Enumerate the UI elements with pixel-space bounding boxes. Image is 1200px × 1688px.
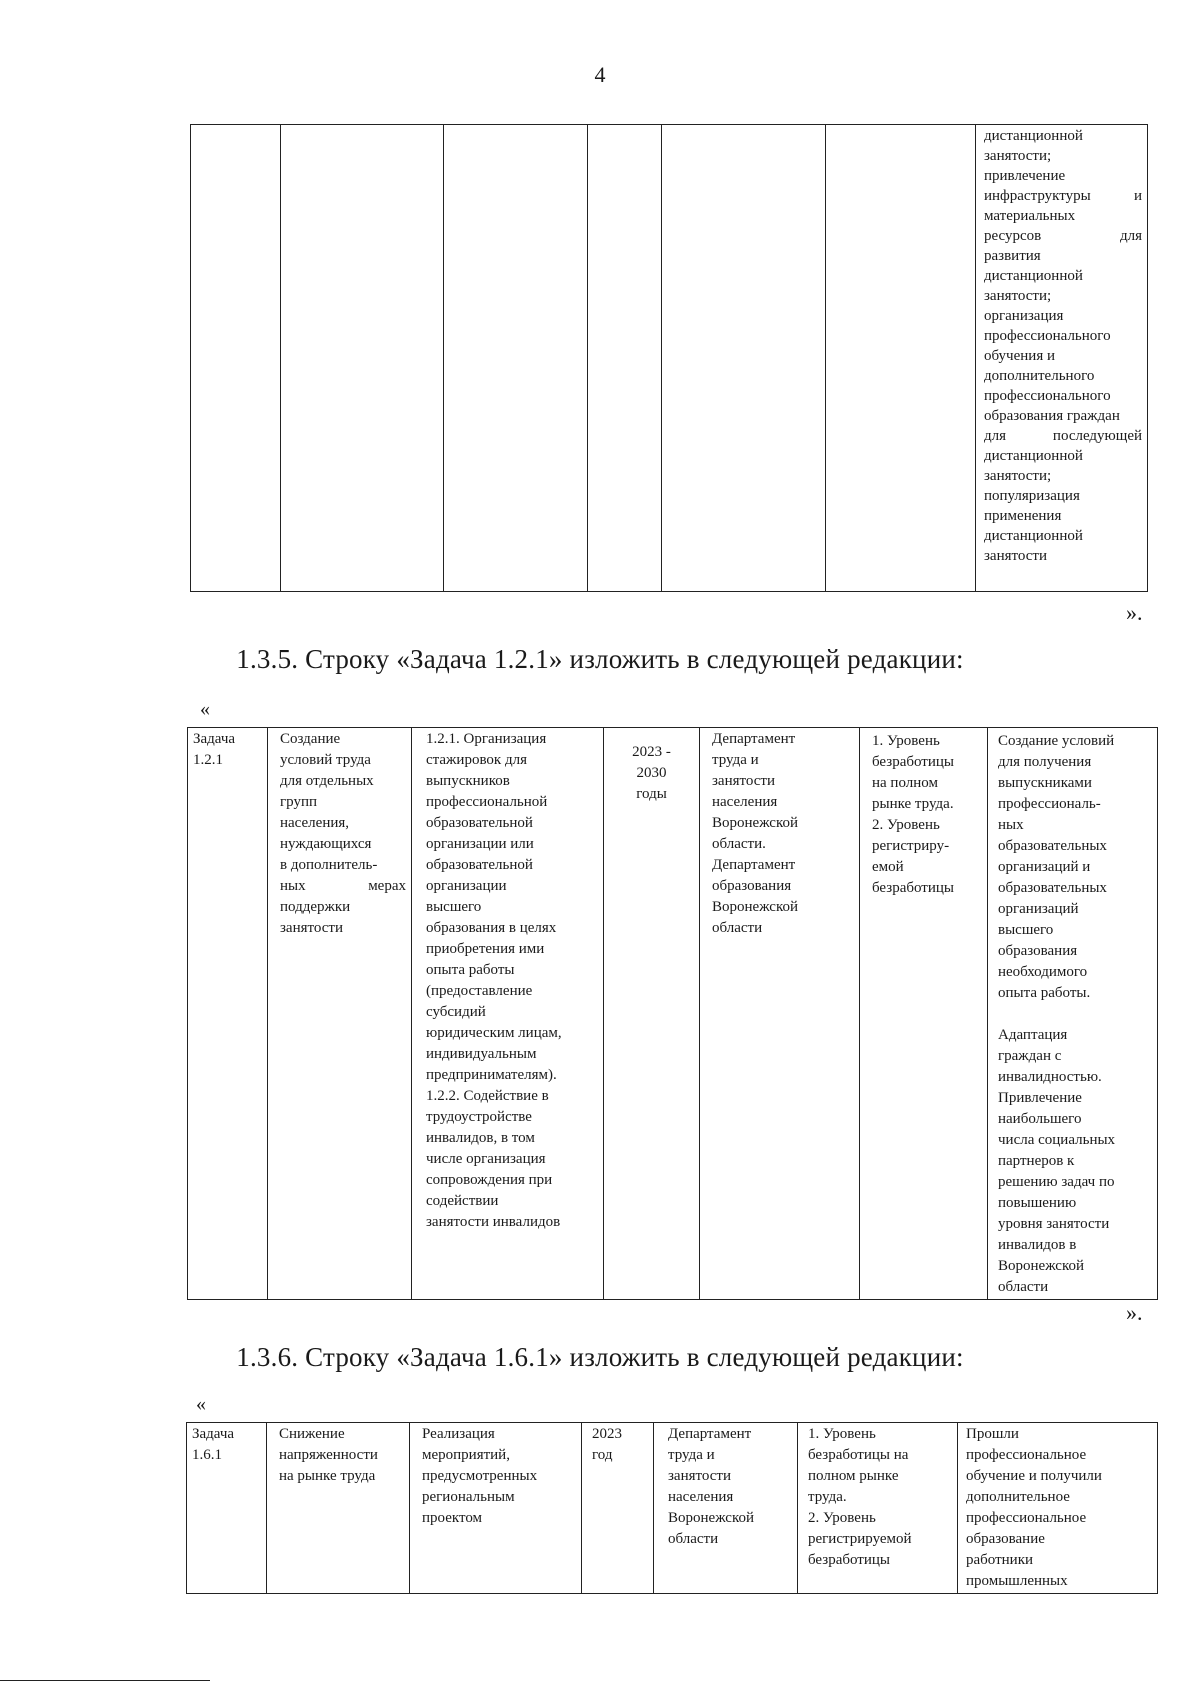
cell-text-line: трудоустройстве xyxy=(426,1109,532,1125)
cell-text-line: Воронежской xyxy=(712,899,798,915)
cell-text-line: организаций xyxy=(998,901,1079,917)
cell-text-line: труда и xyxy=(712,752,759,768)
cell-text-line: 2030 xyxy=(636,765,667,781)
cell-text-line: Воронежской xyxy=(712,815,798,831)
cell-text-line: применения xyxy=(984,508,1062,524)
cell-text-line xyxy=(984,186,1142,206)
cell-goal xyxy=(268,728,412,1300)
cell-text-line: высшего xyxy=(426,899,482,915)
cell-text-line: мероприятий, xyxy=(422,1447,510,1463)
cell-results xyxy=(976,125,1148,592)
cell-text-line: организаций и xyxy=(998,859,1091,875)
cell-text-line: годы xyxy=(636,786,667,802)
cell-indicators xyxy=(798,1423,958,1594)
footer-rule xyxy=(0,1680,210,1681)
cell-text-line: популяризация xyxy=(984,488,1080,504)
cell-text-line: числе организация xyxy=(426,1151,546,1167)
cell-text-line: граждан с xyxy=(998,1048,1062,1064)
cell-text-line: образования граждан xyxy=(984,408,1120,424)
cell-text-line: населения xyxy=(668,1489,734,1505)
cell-text-line: условий труда xyxy=(280,752,371,768)
cell-indicators xyxy=(860,728,988,1300)
cell-text-line: занятости; xyxy=(984,148,1052,164)
cell-period xyxy=(582,1423,654,1594)
cell-text-line: юридическим лицам, xyxy=(426,1025,562,1041)
cell-task xyxy=(187,1423,267,1594)
cell-measures xyxy=(410,1423,582,1594)
cell-text-line: напряженности xyxy=(279,1447,378,1463)
cell-text-line: труда и xyxy=(668,1447,715,1463)
cell-text-line: Задача xyxy=(193,731,236,747)
cell-text-line: (предоставление xyxy=(426,983,533,999)
cell-text-line: на полном xyxy=(872,775,938,791)
cell-text-line xyxy=(984,226,1142,246)
cell-text-line: инвалидностью. xyxy=(998,1069,1102,1085)
cell-text-line: образования xyxy=(998,943,1078,959)
cell-text-line: занятости; xyxy=(984,468,1052,484)
cell-text-line: инвалидов в xyxy=(998,1237,1077,1253)
cell-period xyxy=(588,125,662,592)
cell-text-line: области xyxy=(668,1531,719,1547)
results-paragraph-a xyxy=(998,731,1152,1004)
cell-text-line: решению задач по xyxy=(998,1174,1115,1190)
cell-text-line: дополнительного xyxy=(984,368,1095,384)
cell-text-line: профессионального xyxy=(984,328,1111,344)
cell-text-line: труда. xyxy=(808,1489,847,1505)
cell-text-word: мерах xyxy=(368,878,406,894)
cell-text-line: субсидий xyxy=(426,1004,486,1020)
table-continuation xyxy=(190,124,1148,592)
cell-text-line: стажировок для xyxy=(426,752,527,768)
closing-quote-1: ». xyxy=(1126,600,1143,625)
cell-text-line: образовательной xyxy=(426,815,533,831)
section-heading-1-3-5: 1.3.5. Строку «Задача 1.2.1» изложить в следующей редакции: xyxy=(236,644,964,674)
cell-text-line: регистриру- xyxy=(872,838,950,854)
cell-text-line: поддержки xyxy=(280,899,351,915)
cell-text-line: Реализация xyxy=(422,1426,495,1442)
cell-text-line: предпринимателям). xyxy=(426,1067,557,1083)
cell-text-line: образовательных xyxy=(998,838,1107,854)
cell-text-line: занятости xyxy=(984,548,1047,564)
cell-text-line: образовательной xyxy=(426,857,533,873)
cell-text-line: дистанционной xyxy=(984,448,1083,464)
cell-text-line: образовательных xyxy=(998,880,1107,896)
cell-text-line: профессиональное xyxy=(966,1447,1087,1463)
cell-text-line: безработицы xyxy=(872,880,954,896)
cell-text-line: промышленных xyxy=(966,1573,1068,1589)
opening-quote-1-3-6: « xyxy=(196,1393,206,1415)
cell-text-line: безработицы xyxy=(808,1552,890,1568)
cell-text-line: Создание xyxy=(280,731,341,747)
cell-text-line: Воронежской xyxy=(668,1510,754,1526)
cell-goal xyxy=(281,125,444,592)
cell-text-line: 1.6.1 xyxy=(192,1447,222,1463)
cell-text-line: ных xyxy=(998,817,1024,833)
cell-text-line: Адаптация xyxy=(998,1027,1068,1043)
cell-text-line: профессиональной xyxy=(426,794,548,810)
cell-executors xyxy=(700,728,860,1300)
cell-text-line: выпускников xyxy=(426,773,510,789)
cell-text-line: рынке труда. xyxy=(872,796,954,812)
cell-text-line: дополнительное xyxy=(966,1489,1070,1505)
cell-text-line: групп xyxy=(280,794,318,810)
table-row xyxy=(191,125,1148,592)
table-task-1-2-1 xyxy=(187,727,1158,1300)
cell-text-line: повышению xyxy=(998,1195,1077,1211)
cell-text-line: партнеров к xyxy=(998,1153,1075,1169)
cell-text-line: Задача xyxy=(192,1426,235,1442)
cell-text-line: организации или xyxy=(426,836,534,852)
cell-text-line: 2. Уровень xyxy=(872,817,940,833)
cell-text-line xyxy=(280,876,406,897)
cell-text-line: 2023 - xyxy=(632,744,671,760)
cell-text-word: инфраструктуры xyxy=(984,188,1091,204)
cell-text-line: занятости xyxy=(668,1468,731,1484)
opening-quote-1-3-5: « xyxy=(200,698,210,720)
cell-text-line: Прошли xyxy=(966,1426,1019,1442)
cell-text-line: опыта работы xyxy=(426,962,515,978)
cell-text-line: сопровождения при xyxy=(426,1172,553,1188)
cell-text-word: для xyxy=(1119,228,1142,244)
cell-text-line: 1.2.1 xyxy=(193,752,223,768)
page-number: 4 xyxy=(594,62,606,87)
cell-period xyxy=(604,728,700,1300)
cell-text-line: содействии xyxy=(426,1193,499,1209)
cell-text-line: занятости xyxy=(712,773,775,789)
cell-text-line: 1.2.1. Организация xyxy=(426,731,547,747)
section-heading-1-3-6: 1.3.6. Строку «Задача 1.6.1» изложить в следующей редакции: xyxy=(236,1342,964,1372)
cell-text-line: образования в целях xyxy=(426,920,557,936)
cell-text-line: образования xyxy=(712,878,792,894)
cell-text-line: регистрируемой xyxy=(808,1531,912,1547)
cell-executors xyxy=(662,125,826,592)
table-row xyxy=(188,728,1158,1300)
cell-text-line: проектом xyxy=(422,1510,483,1526)
cell-task xyxy=(191,125,281,592)
cell-text-line: необходимого xyxy=(998,964,1088,980)
cell-text-line: дистанционной xyxy=(984,128,1083,144)
cell-text-line: на рынке труда xyxy=(279,1468,376,1484)
cell-text-line: организации xyxy=(426,878,507,894)
cell-text-line: региональным xyxy=(422,1489,515,1505)
cell-text-line: Департамент xyxy=(668,1426,752,1442)
cell-text-line: обучения и xyxy=(984,348,1055,364)
results-paragraph-b xyxy=(998,1025,1152,1298)
cell-text-line: работники xyxy=(966,1552,1034,1568)
cell-text-line: 1.2.2. Содействие в xyxy=(426,1088,549,1104)
cell-text-line: высшего xyxy=(998,922,1054,938)
cell-text-line: наибольшего xyxy=(998,1111,1082,1127)
table-row xyxy=(187,1423,1158,1594)
cell-text-line: материальных xyxy=(984,208,1076,224)
table-task-1-6-1 xyxy=(186,1422,1158,1594)
cell-text-line: в дополнитель- xyxy=(280,857,378,873)
cell-text-line: области xyxy=(998,1279,1049,1295)
cell-text-line: нуждающихся xyxy=(280,836,372,852)
cell-text-line: области. xyxy=(712,836,766,852)
closing-quote-2: ». xyxy=(1126,1300,1143,1325)
cell-text-line: населения, xyxy=(280,815,350,831)
cell-goal xyxy=(267,1423,410,1594)
cell-text-line: Создание условий xyxy=(998,733,1115,749)
cell-text-line: безработицы xyxy=(872,754,954,770)
cell-text-line: емой xyxy=(872,859,904,875)
cell-text-word: ресурсов xyxy=(984,228,1042,244)
cell-text-line: уровня занятости xyxy=(998,1216,1110,1232)
cell-text-line: приобретения ими xyxy=(426,941,545,957)
cell-task xyxy=(188,728,268,1300)
cell-text-line: полном рынке xyxy=(808,1468,899,1484)
cell-measures xyxy=(412,728,604,1300)
cell-text-line: населения xyxy=(712,794,778,810)
cell-text-line: дистанционной xyxy=(984,268,1083,284)
cell-text-line: 2. Уровень xyxy=(808,1510,876,1526)
cell-text-line: организация xyxy=(984,308,1064,324)
cell-text-line: Снижение xyxy=(279,1426,345,1442)
cell-text-line: образование xyxy=(966,1531,1045,1547)
cell-text-line: 1. Уровень xyxy=(808,1426,876,1442)
cell-text-line: занятости; xyxy=(984,288,1052,304)
cell-text-line: для получения xyxy=(998,754,1092,770)
cell-text-line: Департамент xyxy=(712,731,796,747)
cell-text-line: Воронежской xyxy=(998,1258,1084,1274)
cell-text-line: профессионального xyxy=(984,388,1111,404)
cell-results xyxy=(988,728,1158,1300)
cell-results xyxy=(958,1423,1158,1594)
cell-text-line: для отдельных xyxy=(280,773,374,789)
cell-text-word: последующей xyxy=(1052,428,1142,444)
cell-indicators xyxy=(826,125,976,592)
cell-text-line: инвалидов, в том xyxy=(426,1130,535,1146)
cell-text-line: Департамент xyxy=(712,857,796,873)
cell-text-word: для xyxy=(984,428,1007,444)
cell-text-line xyxy=(984,426,1142,446)
cell-text-line: предусмотренных xyxy=(422,1468,538,1484)
cell-text-line: привлечение xyxy=(984,168,1066,184)
cell-text-line: числа социальных xyxy=(998,1132,1116,1148)
cell-text-line: индивидуальным xyxy=(426,1046,537,1062)
cell-text-line: профессиональ- xyxy=(998,796,1101,812)
cell-text-line: опыта работы. xyxy=(998,985,1091,1001)
cell-text-line: развития xyxy=(984,248,1041,264)
cell-text-line: год xyxy=(592,1447,613,1463)
cell-text-line: безработицы на xyxy=(808,1447,909,1463)
cell-text-line: обучение и получили xyxy=(966,1468,1102,1484)
cell-text-line: профессиональное xyxy=(966,1510,1087,1526)
cell-text-line: занятости xyxy=(280,920,343,936)
cell-text-line: занятости инвалидов xyxy=(426,1214,561,1230)
cell-text-line: Привлечение xyxy=(998,1090,1082,1106)
cell-text-word: ных xyxy=(280,878,306,894)
cell-text-word: и xyxy=(1133,188,1142,204)
cell-text-line: 2023 xyxy=(592,1426,622,1442)
cell-text-line: области xyxy=(712,920,763,936)
cell-text-line: дистанционной xyxy=(984,528,1083,544)
cell-executors xyxy=(654,1423,798,1594)
cell-measures xyxy=(444,125,588,592)
cell-text-line: выпускниками xyxy=(998,775,1092,791)
cell-text-line: 1. Уровень xyxy=(872,733,940,749)
